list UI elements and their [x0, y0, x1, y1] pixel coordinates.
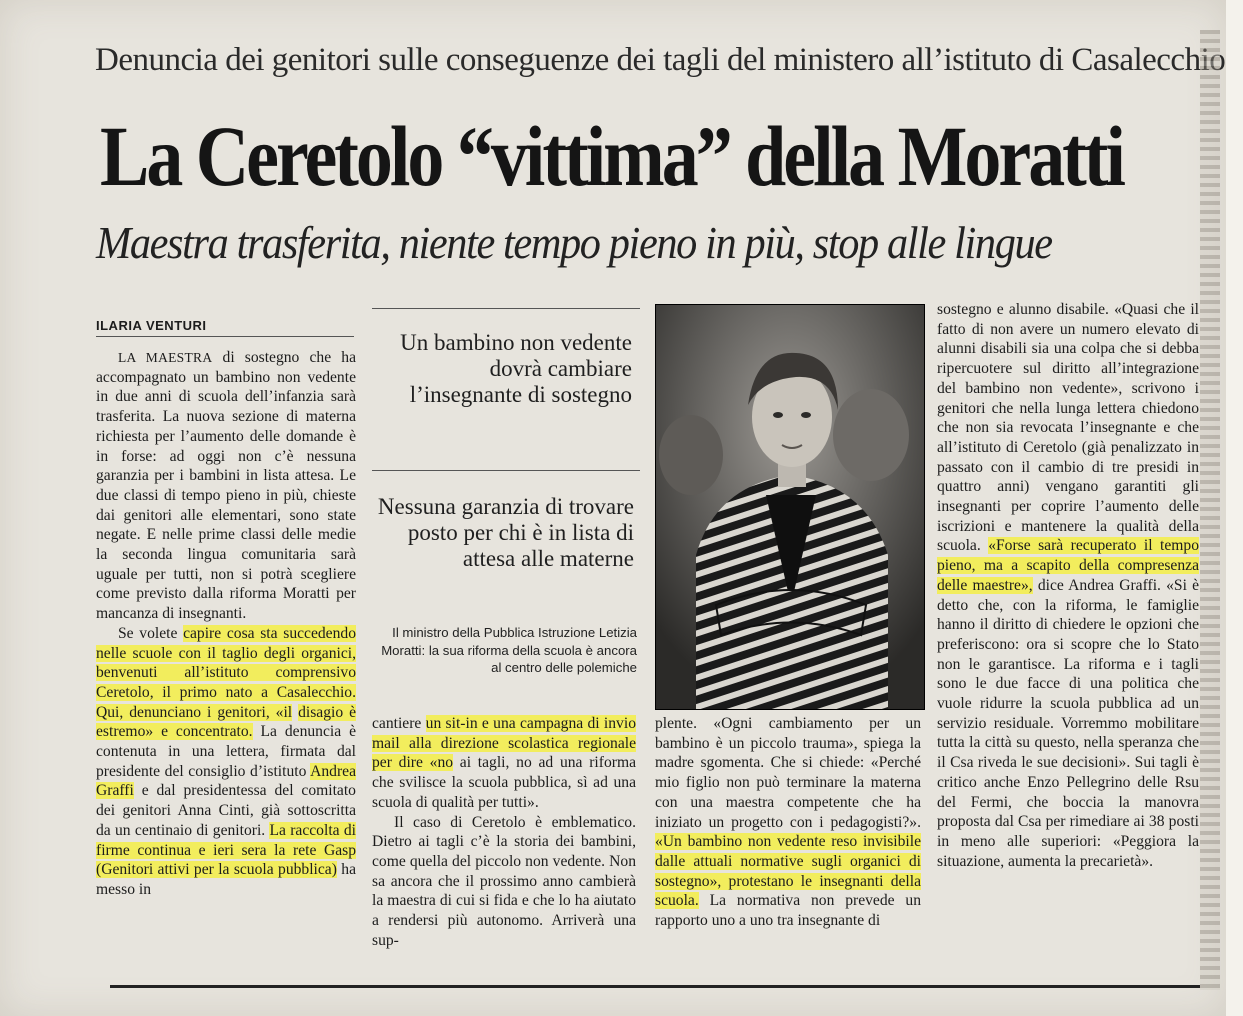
headline: La Ceretolo “vittima” della Moratti: [100, 108, 1123, 204]
highlighted-text: «Forse sarà recuperato il tempo pieno, ma a scapito della compresenza delle maestre»,: [937, 537, 1199, 594]
paragraph: [372, 714, 636, 813]
paragraph-text: La denuncia è contenuta in una lettera, firmata dal presidente del consiglio d’istituto: [96, 723, 356, 780]
article-column-3: [655, 714, 921, 931]
paragraph: [96, 348, 356, 624]
kicker: Denuncia dei genitori sulle conseguenze dei tagli del ministero all’istituto di Casalecchio: [95, 42, 1226, 78]
article-column-1: [96, 348, 356, 900]
highlighted-text: «Un bambino non vedente reso invisibile dalle attuali normative sugli organici di sostegno», protestano le insegnanti della scuola.: [655, 833, 921, 910]
paragraph-text: plente. «Ogni cambiamento per un bambino è un piccolo trauma», spiega la madre sgomenta. Che si chiede: «Perché mio figlio non può terminare la materna con una maestra competente che ha iniziato un progetto con i pedagogisti?».: [655, 715, 921, 831]
paragraph: Il caso di Ceretolo è emblematico. Dietro ai tagli c’è la storia dei bambini, come quella del piccolo non vedente. Non sa ancora che il prossimo anno cambierà la maestra di cui si fida e che lo ha aiutato a rendersi più autonomo. Arriverà una sup-: [372, 813, 636, 949]
lead-caps: LA MAESTRA: [118, 350, 213, 365]
paragraph-text: Se volete: [118, 624, 178, 642]
highlighted-text: capire cosa sta succedendo nelle scuole con il taglio degli organici, benvenuti all’istituto comprensivo Ceretolo, il primo nato a Casalecchio.: [96, 624, 356, 701]
byline-rule: [96, 336, 354, 337]
highlighted-text: Qui, denunciano i genitori, «il: [96, 703, 293, 721]
highlighted-text: disagio è estremo» e concentrato.: [96, 703, 356, 741]
paragraph: [937, 300, 1199, 871]
paragraph-text: di sostegno che ha accompagnato un bambino non vedente in due anni di scuola dell’infanzia sarà trasferita. La nuova sezione di materna richiesta per l’aumento delle domande è in forse: ad oggi non c’è nessuna garanzia per i bambini in lista attesa. Le due classi di tempo pieno in più, chieste dai genitori alle elementari, sono state negate. E nelle prime classi delle medie la seconda lingua comunitaria sarà uguale per tutti, non si potrà scegliere come previsto dalla riforma Moratti per mancanza di insegnanti.: [96, 349, 356, 623]
paragraph-text: ai tagli, no ad una riforma che svilisce la scuola pubblica, sì ad una scuola di qualità per tutti».: [372, 754, 636, 811]
article-column-4: [937, 300, 1199, 871]
pull-quote-1: Un bambino non vedente dovrà cambiare l’insegnante di sostegno: [400, 330, 632, 407]
bottom-rule: [110, 985, 1200, 988]
paragraph-text: dice Andrea Graffi. «Si è detto che, con la riforma, le famiglie hanno il diritto di chiedere le opzioni che preferiscono: ora si scopre che lo Stato non le garantisce. La riforma e i tagli sono le due facce di una politica che vuole ridurre la scuola pubblica ad un servizio residuale. Vorremmo mobilitare tutta la città su questo, nella speranza che il Csa riveda le sue decisioni». Sui tagli è critico anche Enzo Pellegrino delle Rsu del Fermi, che boccia la manovra proposta dal Csa per rimediare ai 38 posti in meno alle superiori: «Peggiora la situazione, aumenta la precarietà».: [937, 576, 1200, 870]
pull-quote-divider: [372, 470, 640, 471]
paragraph-text: cantiere: [372, 715, 422, 732]
paragraph: [96, 624, 356, 900]
subheadline: Maestra trasferita, niente tempo pieno in più, stop alle lingue: [96, 217, 1052, 268]
paragraph-text: ha messo in: [96, 861, 357, 898]
paragraph-text: La normativa non prevede un rapporto uno a uno tra insegnante di: [655, 892, 922, 930]
column-rule: [372, 308, 640, 309]
highlighted-text: La raccolta di firme continua e ieri sera la rete Gasp (Genitori attivi per la scuola pubblica): [96, 821, 356, 879]
portrait-image: [656, 305, 924, 709]
highlighted-text: un sit-in e una campagna di invio mail alla direzione scolastica regionale per dire «no: [372, 715, 636, 772]
highlighted-text: Andrea Graffi: [96, 762, 356, 800]
paragraph-text: sostegno e alunno disabile. «Quasi che il fatto di non avere un numero elevato di alunni disabili sia una colpa che si debba ripercuotere sul diritto all’integrazione del bambino non vedente», scrivono i genitori che nella lunga lettera chiedono che non sia revocata l’insegnante e che all’istituto di Ceretolo (già penalizzato in passato con il cambio di tre presidi in quattro anni) vengano garantiti gli insegnanti per coprire l’aumento delle iscrizioni e mantenere la qualità della scuola.: [937, 301, 1199, 555]
article-column-2: [372, 714, 636, 950]
pull-quote-2: Nessuna garanzia di trovare posto per chi è in lista di attesa alle materne: [377, 494, 634, 571]
byline: ILARIA VENTURI: [96, 318, 207, 333]
photo-caption: Il ministro della Pubblica Istruzione Letizia Moratti: la sua riforma della scuola è ancora al centro delle polemiche: [381, 625, 637, 675]
paragraph: [655, 714, 921, 931]
photo-letizia-moratti: [655, 304, 925, 710]
paragraph-text: e dal presidentessa del comitato dei genitori Anna Cinti, già sottoscritta da un centinaio di genitori.: [96, 782, 356, 839]
